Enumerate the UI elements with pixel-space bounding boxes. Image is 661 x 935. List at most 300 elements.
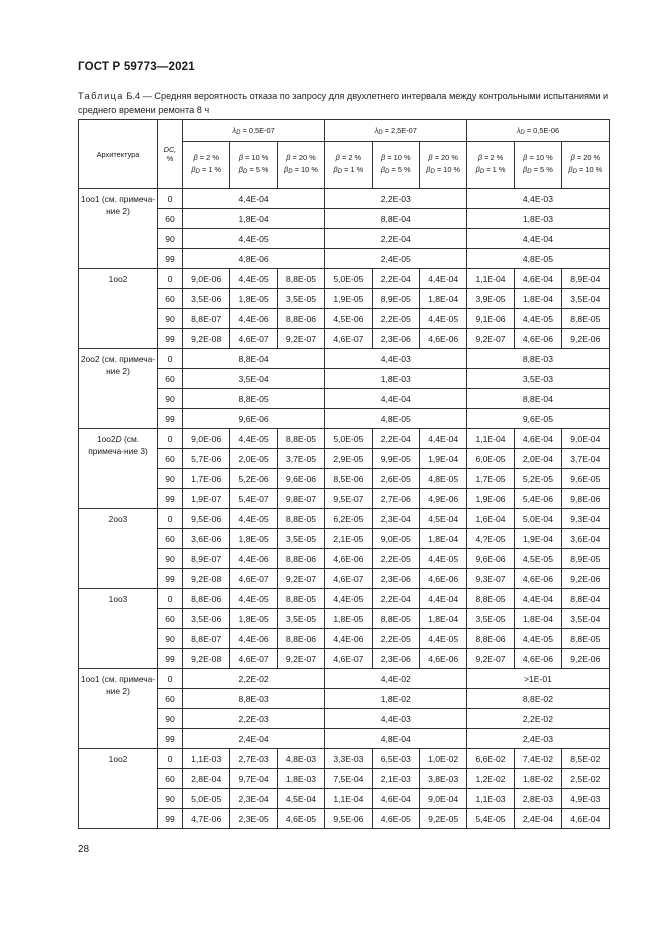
beta-value: = 2 %: [199, 153, 219, 162]
table-row: [79, 229, 610, 249]
table-caption: [78, 89, 618, 117]
table-row: [79, 409, 610, 429]
table-row: [79, 349, 610, 369]
value-cell: 4,6E-07: [230, 569, 277, 589]
value-cell: 4,6E-07: [325, 569, 372, 589]
value-cell: 2,4E-05: [325, 249, 467, 269]
value-cell: 8,9E-04: [562, 269, 609, 289]
value-cell: 9,8E-06: [562, 489, 609, 509]
value-cell: 3,5E-05: [277, 609, 324, 629]
value-cell: 4,4E-05: [419, 549, 466, 569]
beta-value: = 2 %: [484, 153, 504, 162]
architecture-cell: 1oo2: [79, 269, 158, 349]
value-cell: 8,8E-04: [183, 349, 325, 369]
value-cell: 8,8E-04: [467, 389, 609, 409]
dc-cell: 60: [158, 289, 183, 309]
architecture-cell: 1oo1 (см. примеча-ние 2): [79, 189, 158, 269]
dc-cell: 90: [158, 629, 183, 649]
value-cell: 3,5E-03: [467, 369, 609, 389]
value-cell: 9,8E-07: [277, 489, 324, 509]
table-row: [79, 629, 610, 649]
value-cell: 4,6E-04: [514, 269, 561, 289]
table-row: [79, 389, 610, 409]
architecture-cell: 2oo2 (см. примеча-ние 2): [79, 349, 158, 429]
architecture-cell: 1oo2D (см. примеча-ние 3): [79, 429, 158, 509]
dc-cell: 0: [158, 429, 183, 449]
table-row: [79, 749, 610, 769]
value-cell: 2,2E-04: [372, 429, 419, 449]
value-cell: 1,7E-05: [467, 469, 514, 489]
beta-value: = 10 %: [529, 153, 553, 162]
value-cell: 6,6E-02: [467, 749, 514, 769]
value-cell: 2,3E-06: [372, 329, 419, 349]
value-cell: 9,5E-06: [325, 809, 372, 829]
value-cell: 4,4E-06: [230, 309, 277, 329]
value-cell: 9,2E-08: [183, 649, 230, 669]
value-cell: 4,8E-04: [325, 729, 467, 749]
value-cell: 6,5E-03: [372, 749, 419, 769]
value-cell: 9,6E-05: [467, 409, 609, 429]
table-row: [79, 329, 610, 349]
header-dc-label: DC,: [163, 145, 177, 154]
value-cell: 2,3E-05: [230, 809, 277, 829]
table-row: [79, 709, 610, 729]
value-cell: 4,6E-05: [277, 809, 324, 829]
value-cell: 4,6E-06: [419, 569, 466, 589]
value-cell: 9,2E-08: [183, 569, 230, 589]
header-beta-cell: β = 2 % βD = 1 %: [183, 142, 230, 189]
value-cell: 9,0E-06: [183, 269, 230, 289]
standard-code: ГОСТ Р 59773—2021: [78, 61, 195, 73]
value-cell: 9,2E-07: [467, 649, 514, 669]
value-cell: 1,7E-06: [183, 469, 230, 489]
value-cell: 4,6E-04: [562, 809, 609, 829]
value-cell: 7,4E-02: [514, 749, 561, 769]
lambda-value: = 2,5E-07: [384, 125, 417, 135]
value-cell: 5,4E-06: [514, 489, 561, 509]
table-row: [79, 809, 610, 829]
dc-cell: 90: [158, 789, 183, 809]
dc-cell: 60: [158, 209, 183, 229]
caption-text: Б.4 — Средняя вероятность отказа по запросу для двухлетнего интервала между контрольными испытаниями и среднего времени ремонта 8 ч: [78, 91, 609, 115]
value-cell: 1,8E-02: [325, 689, 467, 709]
value-cell: 1,8E-05: [230, 609, 277, 629]
dc-cell: 0: [158, 269, 183, 289]
dc-cell: 90: [158, 229, 183, 249]
table-row: [79, 609, 610, 629]
value-cell: 8,8E-02: [467, 689, 609, 709]
dc-cell: 0: [158, 509, 183, 529]
value-cell: 3,5E-04: [183, 369, 325, 389]
table-row: [79, 649, 610, 669]
value-cell: 1,1E-03: [183, 749, 230, 769]
value-cell: 2,8E-04: [183, 769, 230, 789]
value-cell: 2,3E-04: [230, 789, 277, 809]
value-cell: 1,8E-03: [467, 209, 609, 229]
value-cell: 9,2E-06: [562, 569, 609, 589]
table-row: [79, 669, 610, 689]
value-cell: 8,8E-04: [325, 209, 467, 229]
value-cell: 4,4E-02: [325, 669, 467, 689]
value-cell: 1,9E-07: [183, 489, 230, 509]
value-cell: >1E-01: [467, 669, 609, 689]
value-cell: 4,6E-06: [514, 329, 561, 349]
value-cell: 4,8E-03: [277, 749, 324, 769]
value-cell: 4,4E-04: [183, 189, 325, 209]
dc-cell: 0: [158, 189, 183, 209]
probability-table: [78, 119, 610, 829]
table-row: [79, 549, 610, 569]
dc-cell: 99: [158, 409, 183, 429]
value-cell: 4,4E-05: [230, 429, 277, 449]
value-cell: 8,5E-06: [325, 469, 372, 489]
value-cell: 1,0E-02: [419, 749, 466, 769]
value-cell: 3,9E-05: [467, 289, 514, 309]
value-cell: 1,9E-05: [325, 289, 372, 309]
value-cell: 8,9E-05: [372, 289, 419, 309]
value-cell: 1,2E-02: [467, 769, 514, 789]
value-cell: 9,2E-07: [277, 569, 324, 589]
table-row: [79, 489, 610, 509]
table-row: [79, 449, 610, 469]
table-row: [79, 689, 610, 709]
value-cell: 4,6E-06: [419, 649, 466, 669]
value-cell: 1,8E-04: [419, 529, 466, 549]
value-cell: 3,5E-05: [467, 609, 514, 629]
value-cell: 1,6E-04: [467, 509, 514, 529]
dc-cell: 90: [158, 469, 183, 489]
value-cell: 1,9E-06: [467, 489, 514, 509]
value-cell: 2,2E-05: [372, 309, 419, 329]
value-cell: 5,0E-04: [514, 509, 561, 529]
table-row: [79, 469, 610, 489]
table-row: [79, 249, 610, 269]
value-cell: 8,9E-07: [183, 549, 230, 569]
value-cell: 8,8E-05: [277, 429, 324, 449]
value-cell: 1,1E-03: [467, 789, 514, 809]
value-cell: 4,4E-06: [325, 629, 372, 649]
caption-label: Таблица: [78, 91, 124, 101]
value-cell: 9,5E-07: [325, 489, 372, 509]
value-cell: 9,0E-04: [419, 789, 466, 809]
value-cell: 3,7E-04: [562, 449, 609, 469]
value-cell: 9,2E-06: [562, 329, 609, 349]
table-row: [79, 209, 610, 229]
value-cell: 1,8E-04: [514, 609, 561, 629]
value-cell: 4,4E-05: [325, 589, 372, 609]
value-cell: 9,2E-05: [419, 809, 466, 829]
value-cell: 9,2E-07: [467, 329, 514, 349]
value-cell: 9,0E-05: [372, 529, 419, 549]
value-cell: 2,2E-03: [183, 709, 325, 729]
value-cell: 1,8E-05: [230, 529, 277, 549]
value-cell: 4,4E-05: [514, 629, 561, 649]
dc-cell: 0: [158, 749, 183, 769]
value-cell: 4,4E-05: [230, 509, 277, 529]
value-cell: 2,2E-02: [183, 669, 325, 689]
value-cell: 8,8E-07: [183, 629, 230, 649]
dc-cell: 0: [158, 349, 183, 369]
value-cell: 3,5E-04: [562, 609, 609, 629]
table-row: [79, 369, 610, 389]
dc-cell: 60: [158, 769, 183, 789]
value-cell: 9,0E-06: [183, 429, 230, 449]
value-cell: 4,9E-03: [562, 789, 609, 809]
value-cell: 8,8E-05: [562, 629, 609, 649]
value-cell: 8,8E-05: [562, 309, 609, 329]
value-cell: 2,3E-06: [372, 569, 419, 589]
beta-value: = 2 %: [341, 153, 362, 162]
value-cell: 1,9E-04: [419, 449, 466, 469]
value-cell: 8,8E-05: [183, 389, 325, 409]
value-cell: 4,4E-04: [419, 429, 466, 449]
value-cell: 2,4E-04: [514, 809, 561, 829]
dc-cell: 60: [158, 369, 183, 389]
value-cell: 4,4E-04: [419, 269, 466, 289]
beta-value: = 10 %: [245, 153, 269, 162]
value-cell: 1,8E-04: [419, 609, 466, 629]
architecture-cell: 1oo1 (см. примеча-ние 2): [79, 669, 158, 749]
value-cell: 9,2E-07: [277, 649, 324, 669]
dc-cell: 60: [158, 449, 183, 469]
value-cell: 4,8E-06: [183, 249, 325, 269]
dc-cell: 90: [158, 549, 183, 569]
value-cell: 2,0E-05: [230, 449, 277, 469]
value-cell: 4,6E-04: [372, 789, 419, 809]
table-row: [79, 189, 610, 209]
table-body: [79, 189, 610, 829]
header-dc-unit: %: [166, 154, 174, 163]
value-cell: 1,1E-04: [467, 429, 514, 449]
value-cell: 9,6E-06: [277, 469, 324, 489]
table-row: [79, 309, 610, 329]
page-number: 28: [78, 844, 90, 855]
value-cell: 4,5E-04: [419, 509, 466, 529]
value-cell: 9,6E-06: [467, 549, 514, 569]
lambda-value: = 0,5E-06: [526, 125, 560, 135]
dc-cell: 99: [158, 489, 183, 509]
value-cell: 2,3E-04: [372, 509, 419, 529]
header-beta-cell: β = 20 % βD = 10 %: [419, 142, 466, 189]
architecture-cell: 2oo3: [79, 509, 158, 589]
table-row: [79, 769, 610, 789]
beta-value: = 20 %: [434, 153, 458, 162]
value-cell: 9,2E-06: [562, 649, 609, 669]
value-cell: 4,4E-03: [467, 189, 609, 209]
value-cell: 8,8E-06: [183, 589, 230, 609]
value-cell: 9,3E-04: [562, 509, 609, 529]
value-cell: 6,2E-05: [325, 509, 372, 529]
beta-value: = 20 %: [292, 153, 316, 162]
table-row: [79, 429, 610, 449]
value-cell: 8,8E-03: [183, 689, 325, 709]
value-cell: 2,2E-04: [325, 229, 467, 249]
header-beta-cell: β = 2 % βD = 1 %: [325, 142, 372, 189]
value-cell: 2,3E-06: [372, 649, 419, 669]
architecture-cell: 1oo3: [79, 589, 158, 669]
beta-d-value: = 5 %: [391, 165, 411, 174]
dc-cell: 60: [158, 529, 183, 549]
header-lambda-1: λD = 0,5E-07: [183, 120, 325, 142]
beta-value: = 20 %: [576, 153, 601, 162]
value-cell: 5,4E-05: [467, 809, 514, 829]
value-cell: 2,2E-03: [325, 189, 467, 209]
header-beta-cell: β = 10 % βD = 5 %: [372, 142, 419, 189]
value-cell: 3,5E-06: [183, 609, 230, 629]
value-cell: 9,9E-05: [372, 449, 419, 469]
value-cell: 2,1E-05: [325, 529, 372, 549]
value-cell: 3,5E-05: [277, 529, 324, 549]
dc-cell: 90: [158, 309, 183, 329]
table-row: [79, 529, 610, 549]
value-cell: 4,4E-03: [325, 709, 467, 729]
lambda-value: = 0,5E-07: [242, 125, 275, 135]
value-cell: 9,3E-07: [467, 569, 514, 589]
value-cell: 8,9E-05: [562, 549, 609, 569]
dc-cell: 60: [158, 689, 183, 709]
beta-d-value: = 10 %: [436, 165, 461, 174]
value-cell: 4,7E-06: [183, 809, 230, 829]
header-beta-cell: β = 10 % βD = 5 %: [230, 142, 277, 189]
beta-d-value: = 5 %: [533, 165, 553, 174]
dc-cell: 90: [158, 709, 183, 729]
value-cell: 4,6E-06: [419, 329, 466, 349]
value-cell: 5,2E-06: [230, 469, 277, 489]
dc-cell: 99: [158, 649, 183, 669]
value-cell: 2,2E-05: [372, 549, 419, 569]
value-cell: 2,2E-04: [372, 589, 419, 609]
value-cell: 2,2E-05: [372, 629, 419, 649]
dc-cell: 90: [158, 389, 183, 409]
value-cell: 4,5E-05: [514, 549, 561, 569]
value-cell: 5,4E-07: [230, 489, 277, 509]
value-cell: 1,8E-05: [230, 289, 277, 309]
value-cell: 3,8E-03: [419, 769, 466, 789]
value-cell: 5,7E-06: [183, 449, 230, 469]
value-cell: 8,8E-05: [277, 509, 324, 529]
value-cell: 2,4E-03: [467, 729, 609, 749]
value-cell: 4,4E-04: [467, 229, 609, 249]
value-cell: 4,6E-07: [230, 329, 277, 349]
value-cell: 4,4E-06: [230, 549, 277, 569]
value-cell: 4,6E-06: [514, 649, 561, 669]
architecture-cell: 1oo2: [79, 749, 158, 829]
dc-cell: 99: [158, 249, 183, 269]
value-cell: 3,5E-06: [183, 289, 230, 309]
dc-cell: 99: [158, 569, 183, 589]
table-row: [79, 789, 610, 809]
value-cell: 4,4E-05: [230, 269, 277, 289]
value-cell: 3,3E-03: [325, 749, 372, 769]
value-cell: 4,4E-05: [419, 309, 466, 329]
value-cell: 8,8E-06: [277, 549, 324, 569]
beta-d-value: = 1 %: [344, 165, 364, 174]
beta-d-value: = 10 %: [579, 165, 603, 174]
beta-value: = 10 %: [387, 153, 411, 162]
value-cell: 8,8E-07: [183, 309, 230, 329]
value-cell: 8,8E-05: [277, 269, 324, 289]
dc-cell: 0: [158, 669, 183, 689]
value-cell: 4,8E-05: [467, 249, 609, 269]
dc-cell: 99: [158, 729, 183, 749]
value-cell: 8,8E-05: [372, 609, 419, 629]
dc-cell: 99: [158, 329, 183, 349]
dc-cell: 0: [158, 589, 183, 609]
value-cell: 2,6E-05: [372, 469, 419, 489]
value-cell: 4,6E-06: [514, 569, 561, 589]
value-cell: 8,8E-03: [467, 349, 609, 369]
value-cell: 1,8E-02: [514, 769, 561, 789]
value-cell: 5,0E-05: [325, 429, 372, 449]
value-cell: 8,8E-06: [277, 629, 324, 649]
value-cell: 1,9E-04: [514, 529, 561, 549]
value-cell: 3,5E-05: [277, 289, 324, 309]
value-cell: 8,8E-04: [562, 589, 609, 609]
value-cell: 4,5E-06: [325, 309, 372, 329]
value-cell: 4,9E-06: [419, 489, 466, 509]
table-row: [79, 589, 610, 609]
header-lambda-3: λD = 0,5E-06: [467, 120, 609, 142]
value-cell: 2,9E-05: [325, 449, 372, 469]
value-cell: 9,7E-04: [230, 769, 277, 789]
table-header: [79, 120, 610, 189]
table-row: [79, 509, 610, 529]
value-cell: 8,8E-05: [467, 589, 514, 609]
value-cell: 9,2E-08: [183, 329, 230, 349]
value-cell: 2,7E-03: [230, 749, 277, 769]
value-cell: 4,8E-05: [419, 469, 466, 489]
value-cell: 2,2E-02: [467, 709, 609, 729]
value-cell: 1,8E-04: [183, 209, 325, 229]
beta-d-value: = 5 %: [249, 165, 269, 174]
value-cell: 4,8E-05: [325, 409, 467, 429]
value-cell: 3,6E-04: [562, 529, 609, 549]
beta-d-value: = 1 %: [486, 165, 506, 174]
value-cell: 5,0E-05: [183, 789, 230, 809]
value-cell: 2,7E-06: [372, 489, 419, 509]
table-row: [79, 569, 610, 589]
value-cell: 1,1E-04: [325, 789, 372, 809]
value-cell: 3,7E-05: [277, 449, 324, 469]
value-cell: 7,5E-04: [325, 769, 372, 789]
value-cell: 4,5E-04: [277, 789, 324, 809]
value-cell: 4,4E-05: [419, 629, 466, 649]
value-cell: 3,6E-06: [183, 529, 230, 549]
dc-cell: 60: [158, 609, 183, 629]
value-cell: 4,4E-04: [325, 389, 467, 409]
value-cell: 2,5E-02: [562, 769, 609, 789]
value-cell: 2,2E-04: [372, 269, 419, 289]
value-cell: 4,6E-07: [230, 649, 277, 669]
value-cell: 9,6E-06: [183, 409, 325, 429]
value-cell: 4,4E-03: [325, 349, 467, 369]
value-cell: 4,4E-06: [230, 629, 277, 649]
header-beta-cell: β = 20 % βD = 10 %: [562, 142, 609, 189]
value-cell: 1,8E-03: [277, 769, 324, 789]
value-cell: 4,?E-05: [467, 529, 514, 549]
header-lambda-2: λD = 2,5E-07: [325, 120, 467, 142]
value-cell: 1,8E-03: [325, 369, 467, 389]
value-cell: 4,6E-06: [325, 549, 372, 569]
value-cell: 4,6E-04: [514, 429, 561, 449]
value-cell: 3,5E-04: [562, 289, 609, 309]
value-cell: 9,0E-04: [562, 429, 609, 449]
value-cell: 2,1E-03: [372, 769, 419, 789]
value-cell: 5,0E-05: [325, 269, 372, 289]
value-cell: 9,2E-07: [277, 329, 324, 349]
value-cell: 9,1E-06: [467, 309, 514, 329]
value-cell: 4,6E-07: [325, 649, 372, 669]
